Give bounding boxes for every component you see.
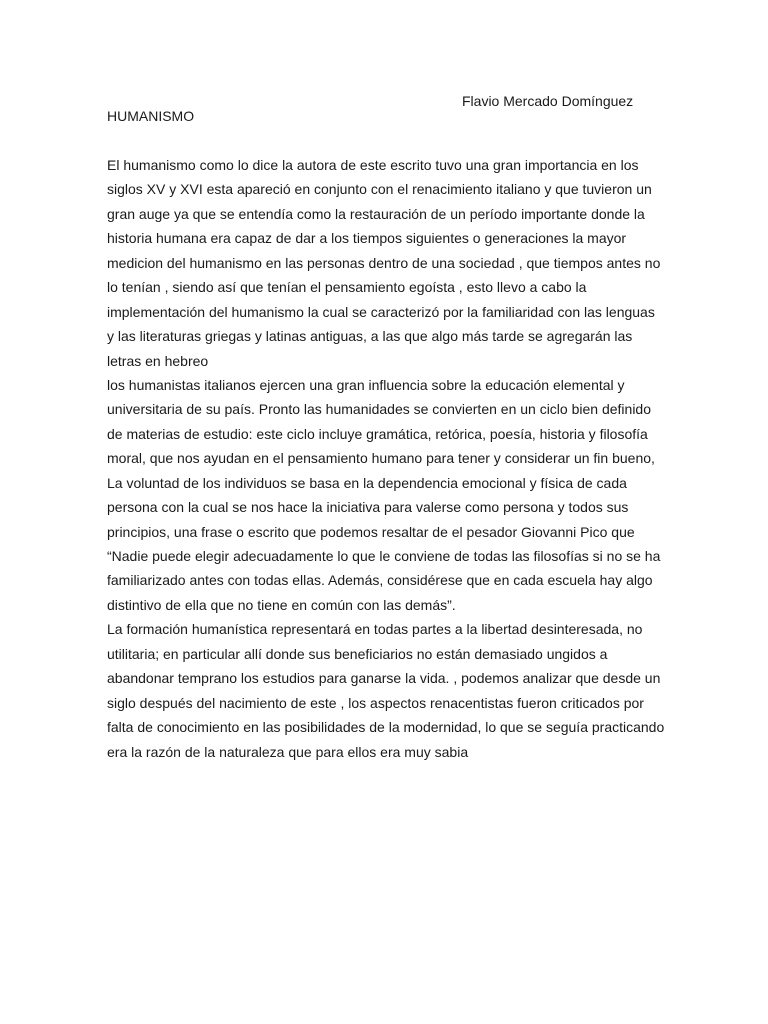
text-line: lo tenían , siendo así que tenían el pensamiento egoísta , esto llevo a cabo la <box>107 279 587 296</box>
text-line: implementación del humanismo la cual se caracterizó por la familiaridad con las lenguas <box>107 303 655 320</box>
text-line: falta de conocimiento en las posibilidades de la modernidad, lo que se seguía practicando <box>107 719 665 736</box>
text-line: El humanismo como lo dice la autora de este escrito tuvo una gran importancia en los <box>107 157 639 173</box>
text-line: moral, que nos ayudan en el pensamiento humano para tener y considerar un fin bueno, <box>107 450 655 467</box>
text-line: “Nadie puede elegir adecuadamente lo que le conviene de todas las filosofías si no se ha <box>107 548 661 564</box>
author-name: Flavio Mercado Domínguez <box>462 93 634 109</box>
text-line: siglo después del nacimiento de este , los aspectos renacentistas fueron criticados por <box>107 694 644 711</box>
document-body <box>107 153 667 764</box>
text-line: y las literaturas griegas y latinas antiguas, a las que algo más tarde se agregarán las <box>107 328 633 345</box>
text-line: medicion del humanismo en las personas dentro de una sociedad , que tiempos antes no <box>107 254 661 271</box>
text-line: principios, una frase o escrito que podemos resaltar de el pesador Giovanni Pico que <box>107 523 635 540</box>
text-line: era la razón de la naturaleza que para ellos era muy sabia <box>107 743 469 760</box>
text-line: gran auge ya que se entendía como la restauración de un período importante donde la <box>107 205 645 222</box>
text-line: La voluntad de los individuos se basa en la dependencia emocional y física de cada <box>107 474 627 491</box>
text-line: universitaria de su país. Pronto las humanidades se convierten en un ciclo bien definido <box>107 401 651 418</box>
text-line: de materias de estudio: este ciclo incluye gramática, retórica, poesía, historia y filosofía <box>107 425 648 442</box>
text-line: historia humana era capaz de dar a los tiempos siguientes o generaciones la mayor <box>107 230 627 247</box>
text-line: letras en hebreo <box>107 352 209 369</box>
text-line: los humanistas italianos ejercen una gran influencia sobre la educación elemental y <box>107 376 625 393</box>
document-heading: HUMANISMO <box>107 108 195 124</box>
text-line: abandonar temprano los estudios para ganarse la vida. , podemos analizar que desde un <box>107 670 661 687</box>
text-line: siglos XV y XVI esta apareció en conjunto con el renacimiento italiano y que tuvieron un <box>107 181 652 198</box>
text-line: familiarizado antes con todas ellas. Además, considérese que en cada escuela hay algo <box>107 572 653 589</box>
text-line: distintivo de ella que no tiene en común con las demás”. <box>107 596 456 613</box>
text-line: utilitaria; en particular allí donde sus beneficiarios no están demasiado ungidos a <box>107 645 608 662</box>
text-line: persona con la cual se nos hace la iniciativa para valerse como persona y todos sus <box>107 499 629 516</box>
text-line: La formación humanística representará en todas partes a la libertad desinteresada, no <box>107 621 643 638</box>
